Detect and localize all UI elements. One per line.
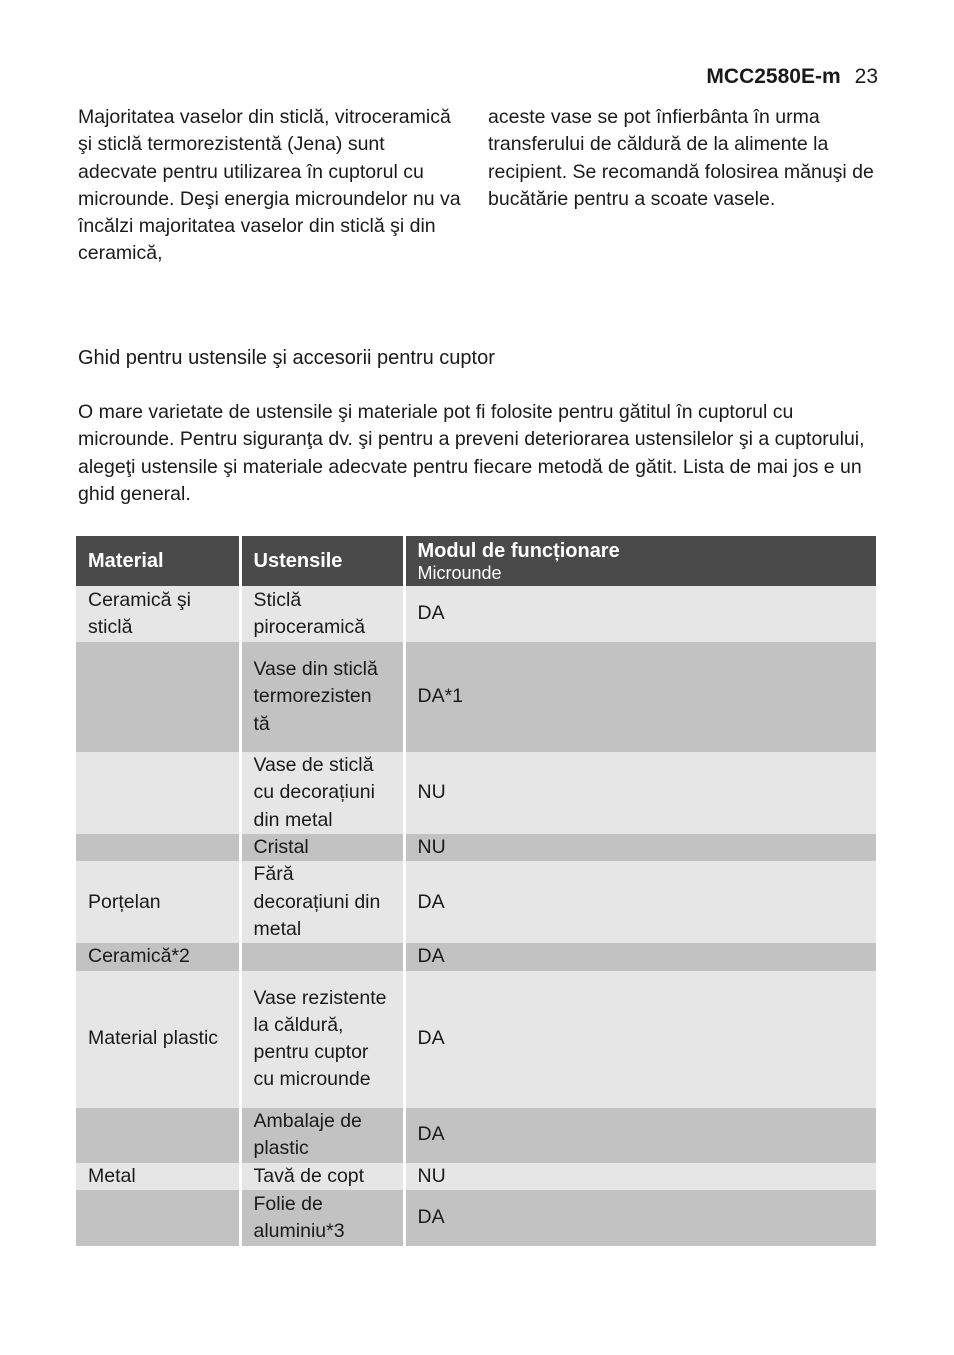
- table-row: [76, 642, 876, 752]
- table-row: [76, 861, 876, 943]
- header-mod: [404, 536, 876, 586]
- cell-ustensile: Sticlă piroceramică: [240, 586, 404, 642]
- cell-material: [76, 1190, 240, 1246]
- intro-right-paragraph: aceste vase se pot înfierbânta în urma transferului de căldură de la alimente la recipient. Se recomandă folosirea mănuşi de bucătărie pentru a scoate vasele.: [488, 106, 874, 210]
- header-material: Material: [76, 536, 240, 586]
- cell-microunde: NU: [404, 1163, 876, 1190]
- table-row: [76, 1190, 876, 1246]
- cell-ustensile: Cristal: [240, 834, 404, 861]
- cell-microunde: DA: [404, 971, 876, 1108]
- cell-material: Ceramică şi sticlă: [76, 586, 240, 642]
- cell-microunde: DA: [404, 861, 876, 943]
- table-header-row: [76, 536, 876, 586]
- table-row: [76, 1108, 876, 1163]
- table-row: [76, 752, 876, 834]
- section-body: O mare varietate de ustensile şi materiale pot fi folosite pentru gătitul în cuptorul cu microunde. Pentru siguranţa dv. şi pentru a preveni deteriorarea ustensilelor şi a cuptorului, alegeţi ustensile şi materiale adecvate pentru fiecare metodă de gătit. Lista de mai jos e un ghid general.: [78, 401, 865, 505]
- intro-left-paragraph: Majoritatea vaselor din sticlă, vitroceramică şi sticlă termorezistentă (Jena) sunt adecvate pentru utilizarea în cuptorul cu microunde. Deşi energia microundelor nu va încălzi majoritatea vaselor din sticlă şi din ceramică,: [78, 106, 461, 265]
- table-row: [76, 971, 876, 1108]
- header-mod-subtitle: Microunde: [417, 563, 502, 583]
- cell-ustensile: Fără decorațiuni din metal: [240, 861, 404, 943]
- cell-material: Material plastic: [76, 971, 240, 1108]
- cell-microunde: DA: [404, 1108, 876, 1163]
- cell-microunde: DA: [404, 586, 876, 642]
- cell-ustensile: Vase din sticlă termorezisten tă: [240, 642, 404, 752]
- section-title: Ghid pentru ustensile şi accesorii pentru cuptor: [78, 347, 495, 369]
- model-name: MCC2580E-m: [706, 65, 841, 88]
- cell-material: [76, 1108, 240, 1163]
- cell-material: [76, 642, 240, 752]
- cell-ustensile: Vase rezistente la căldură, pentru cuptor cu microunde: [240, 971, 404, 1108]
- cell-microunde: DA: [404, 943, 876, 970]
- cell-microunde: NU: [404, 834, 876, 861]
- cell-ustensile: Vase de sticlă cu decorațiuni din metal: [240, 752, 404, 834]
- intro-text: [78, 104, 878, 268]
- utensils-table: [76, 536, 876, 1246]
- cell-material: Ceramică*2: [76, 943, 240, 970]
- intro-right-column: [488, 104, 878, 268]
- cell-microunde: DA: [404, 1190, 876, 1246]
- cell-ustensile: Tavă de copt: [240, 1163, 404, 1190]
- cell-microunde: DA*1: [404, 642, 876, 752]
- table-row: [76, 834, 876, 861]
- cell-material: [76, 834, 240, 861]
- cell-material: Metal: [76, 1163, 240, 1190]
- table-row: [76, 586, 876, 642]
- page-number: 23: [854, 65, 878, 88]
- table-row: [76, 1163, 876, 1190]
- cell-microunde: NU: [404, 752, 876, 834]
- header-mod-title: Modul de funcționare: [417, 540, 620, 562]
- cell-material: Porțelan: [76, 861, 240, 943]
- cell-ustensile: Folie de aluminiu*3: [240, 1190, 404, 1246]
- header-ustensile: Ustensile: [240, 536, 404, 586]
- table-row: [76, 943, 876, 970]
- cell-ustensile: [240, 943, 404, 970]
- cell-ustensile: Ambalaje de plastic: [240, 1108, 404, 1163]
- cell-material: [76, 752, 240, 834]
- intro-left-column: [78, 104, 468, 268]
- page-header: [706, 64, 878, 90]
